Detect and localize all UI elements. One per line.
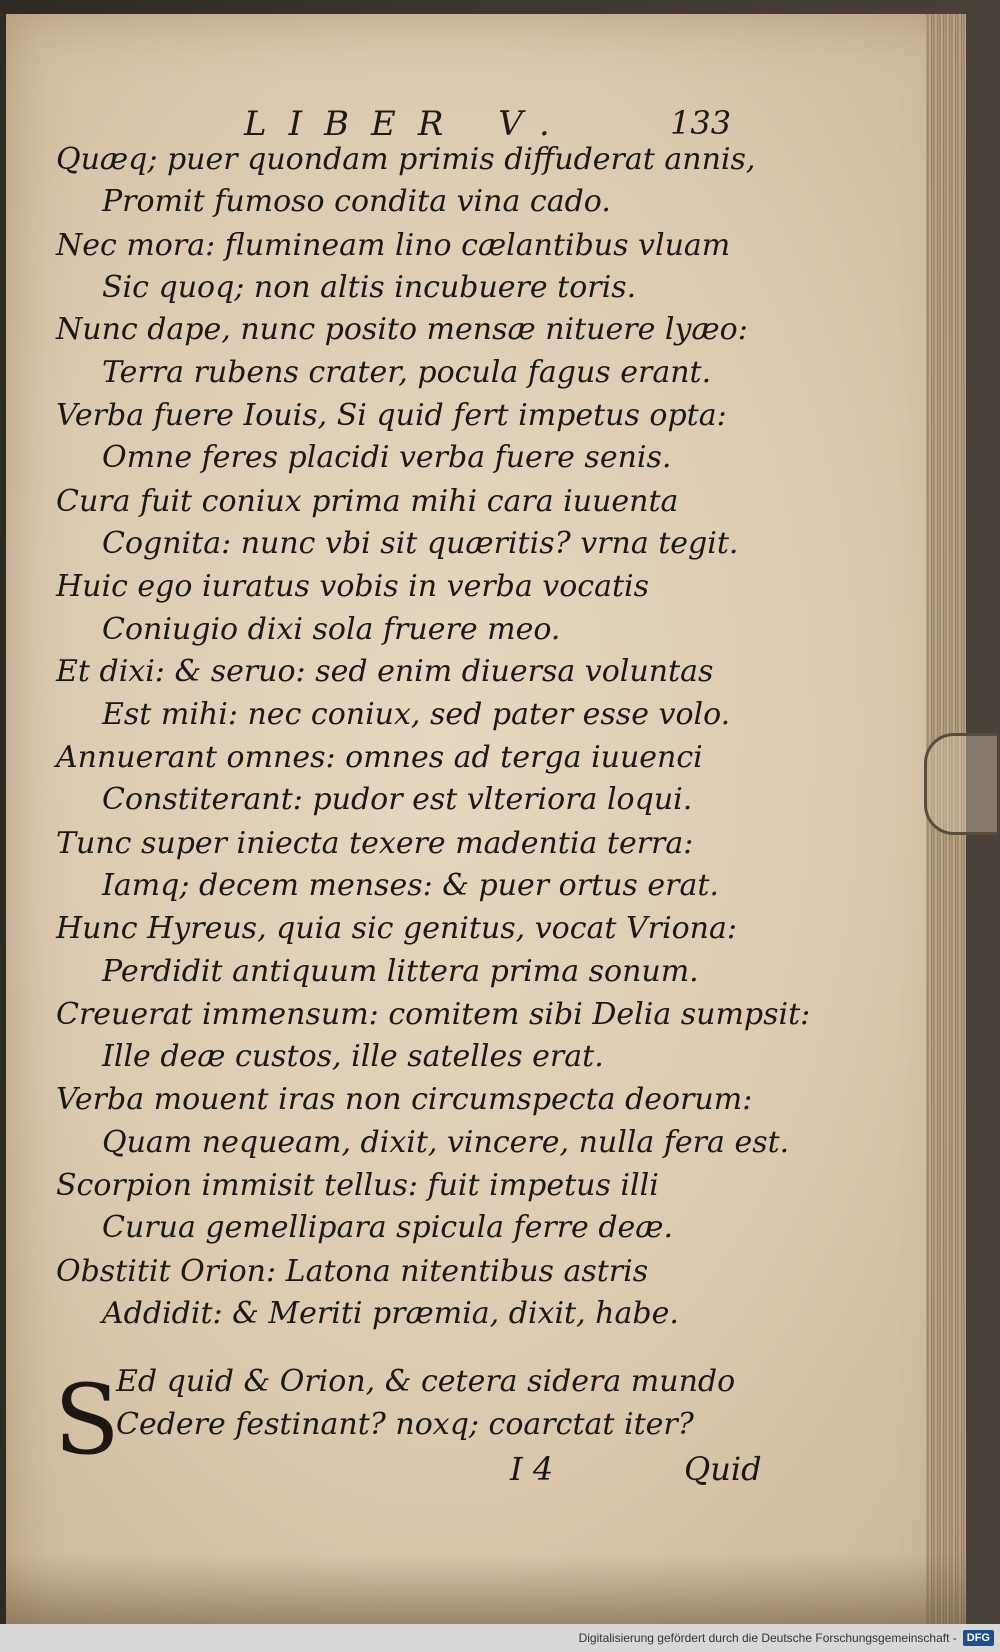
verse-line: Ed quid & Orion, & cetera sidera mundo [116, 1364, 736, 1399]
verse-line: Verba mouent iras non circumspecta deorum: [56, 1082, 753, 1117]
verse-line: Scorpion immisit tellus: fuit impetus illi [56, 1168, 659, 1203]
verse-line: Omne feres placidi verba fuere senis. [102, 440, 672, 475]
verse-line: Hunc Hyreus, quia sic genitus, vocat Vriona: [56, 911, 737, 946]
signature-mark: I 4 [510, 1450, 554, 1488]
verse-line: Cedere festinant? noxq; coarctat iter? [116, 1407, 694, 1442]
verse-line: Verba fuere Iouis, Si quid fert impetus opta: [56, 398, 727, 433]
verse-line: Nunc dape, nunc posito mensæ nituere lyæo: [56, 312, 748, 347]
verse-line: Iamq; decem menses: & puer ortus erat. [102, 868, 719, 903]
verse-line: Creuerat immensum: comitem sibi Delia sumpsit: [56, 997, 811, 1032]
verse-line: Tunc super iniecta texere madentia terra: [56, 826, 694, 861]
running-title: LIBER V. [244, 104, 572, 144]
credit-text: Digitalisierung gefördert durch die Deutsche Forschungsgemeinschaft - [578, 1631, 957, 1645]
verse-line: Cognita: nunc vbi sit quæritis? vrna tegit. [102, 526, 739, 561]
verse-line: Quam nequeam, dixit, vincere, nulla fera est. [102, 1125, 790, 1160]
drop-cap-initial: S [54, 1364, 120, 1476]
verse-line: Et dixi: & seruo: sed enim diuersa voluntas [56, 654, 714, 689]
verse-line: Terra rubens crater, pocula fagus erant. [102, 355, 712, 390]
page-footer [6, 1450, 966, 1490]
verse-line: Est mihi: nec coniux, sed pater esse volo. [102, 697, 731, 732]
catchword: Quid [684, 1450, 762, 1488]
verse-line: Promit fumoso condita vina cado. [102, 184, 611, 219]
verse-line: Addidit: & Meriti præmia, dixit, habe. [102, 1296, 679, 1331]
verse-line: Huic ego iuratus vobis in verba vocatis [56, 569, 650, 604]
verse-line: Curua gemellipara spicula ferre deæ. [102, 1210, 674, 1245]
dfg-logo: DFG [963, 1630, 994, 1646]
verse-line: Quæq; puer quondam primis diffuderat annis, [56, 142, 756, 177]
credit-bar [0, 1624, 1000, 1652]
verse-line: Constiterant: pudor est vlteriora loqui. [102, 782, 693, 817]
verse-line: Sic quoq; non altis incubuere toris. [102, 270, 637, 305]
book-page [6, 14, 966, 1624]
verse-line: Cura fuit coniux prima mihi cara iuuenta [56, 484, 679, 519]
verse-line: Ille deæ custos, ille satelles erat. [102, 1039, 604, 1074]
verse-line: Obstitit Orion: Latona nitentibus astris [56, 1254, 649, 1289]
verse-line: Perdidit antiquum littera prima sonum. [102, 954, 699, 989]
verse-line: Coniugio dixi sola fruere meo. [102, 612, 561, 647]
page-shadow [6, 1554, 966, 1624]
verse-line: Nec mora: flumineam lino cælantibus vluam [56, 228, 731, 263]
verse-line: Annuerant omnes: omnes ad terga iuuenci [56, 740, 703, 775]
page-tab-clip [924, 733, 997, 835]
folio-number: 133 [670, 104, 732, 142]
